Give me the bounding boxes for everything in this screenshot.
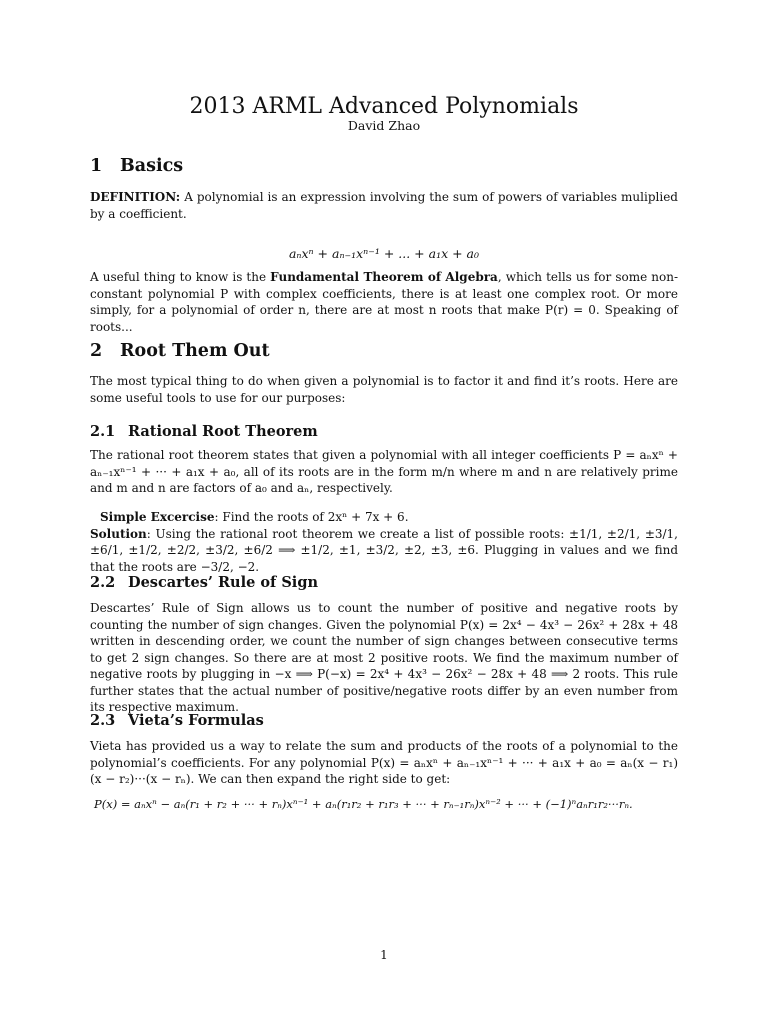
fta-bold: Fundamental Theorem of Algebra [270, 270, 498, 284]
section-number: 1 [90, 156, 103, 176]
descartes-paragraph: Descartes’ Rule of Sign allows us to count the number of positive and negative roots by counting the number of sign changes. Given the polynomial P(x) = 2x⁴ − 4x³ − 26x² + 28x + 48 written in descending order, we count the number of sign changes between consecutive terms to get 2 sign changes. So there are at most 2 positive roots. We find the maximum number of negative roots by plugging in −x ⟹ P(−x) = 2x⁴ + 4x³ − 26x² − 28x + 48 ⟹ 2 roots. This rule further states that the actual number of positive/negative roots differ by an even number from its respective maximum. [90, 601, 678, 714]
subsection-number: 2.1 [90, 423, 116, 440]
subsection-title: Rational Root Theorem [128, 423, 318, 440]
vieta-paragraph: Vieta has provided us a way to relate the sum and products of the roots of a polynomial to the polynomial’s coefficients. For any polynomial P(x) = aₙxⁿ + aₙ₋₁xⁿ⁻¹ + ··· + a₁x + a₀ = aₙ(x − r₁)(x − r₂)···(x − rₙ). We can then expand the right side to get: [90, 739, 678, 786]
subsection-heading-descartes [90, 574, 318, 591]
page-number: 1 [380, 948, 388, 962]
subsection-number: 2.2 [90, 574, 116, 591]
exercise-text: : Find the roots of 2xⁿ + 7x + 6. [214, 510, 409, 524]
section-number: 2 [90, 341, 103, 361]
fundamental-theorem-paragraph [90, 269, 678, 335]
section-heading-root-them-out [90, 341, 270, 361]
subsection-title: Descartes’ Rule of Sign [128, 574, 319, 591]
exercise-label: Simple Excercise [100, 510, 215, 524]
section-title: Root Them Out [120, 341, 270, 361]
root-intro-paragraph: The most typical thing to do when given a polynomial is to factor it and find it’s roots. Here are some useful tools to use for our purposes: [90, 374, 678, 405]
subsection-number: 2.3 [90, 712, 116, 729]
definition-label: DEFINITION: [90, 190, 181, 204]
fta-rest: , which tells us for some non-constant polynomial P with complex coefficients, there is at least one complex root. Or more simply, for a polynomial of order n, there are at most n roots that make P(r) = 0. Speaking of roots... [90, 270, 679, 334]
section-title: Basics [120, 156, 184, 176]
subsection-heading-vieta [90, 712, 264, 729]
document-author: David Zhao [347, 118, 421, 133]
definition-paragraph [90, 189, 678, 222]
subsection-title: Vieta’s Formulas [128, 712, 264, 729]
solution-label: Solution [90, 526, 147, 541]
definition-text: A polynomial is an expression involving the sum of powers of variables muliplied by a coefficient. [90, 190, 678, 221]
section-heading-basics [90, 156, 183, 176]
fta-intro: A useful thing to know is the [90, 270, 271, 284]
subsection-heading-rational-root [90, 423, 318, 440]
document-title: 2013 ARML Advanced Polynomials [189, 94, 579, 119]
exercise-paragraph [90, 509, 678, 575]
polynomial-equation: aₙxⁿ + aₙ₋₁xⁿ⁻¹ + ... + a₁x + a₀ [288, 246, 480, 261]
solution-text: : Using the rational root theorem we create a list of possible roots: ±1/1, ±2/1, ±3/1, ±6/1, ±1/2, ±2/2, ±3/2, ±6/2 ⟹ ±1/2, ±1, ±3/2, ±2, ±3, ±6. Plugging in values and we find that the roots are −3/2, −2. [90, 526, 678, 574]
rational-root-paragraph: The rational root theorem states that given a polynomial with all integer coefficients P = aₙxⁿ + aₙ₋₁xⁿ⁻¹ + ··· + a₁x + a₀, all of its roots are in the form m/n where m and n are relatively prime and m and n are factors of a₀ and aₙ, respectively. [90, 448, 678, 495]
vieta-expansion-equation: P(x) = aₙxⁿ − aₙ(r₁ + r₂ + ··· + rₙ)xⁿ⁻¹ + aₙ(r₁r₂ + r₁r₃ + ··· + rₙ₋₁rₙ)xⁿ⁻² + ··· + (−1)ⁿaₙr₁r₂···rₙ. [94, 797, 633, 811]
